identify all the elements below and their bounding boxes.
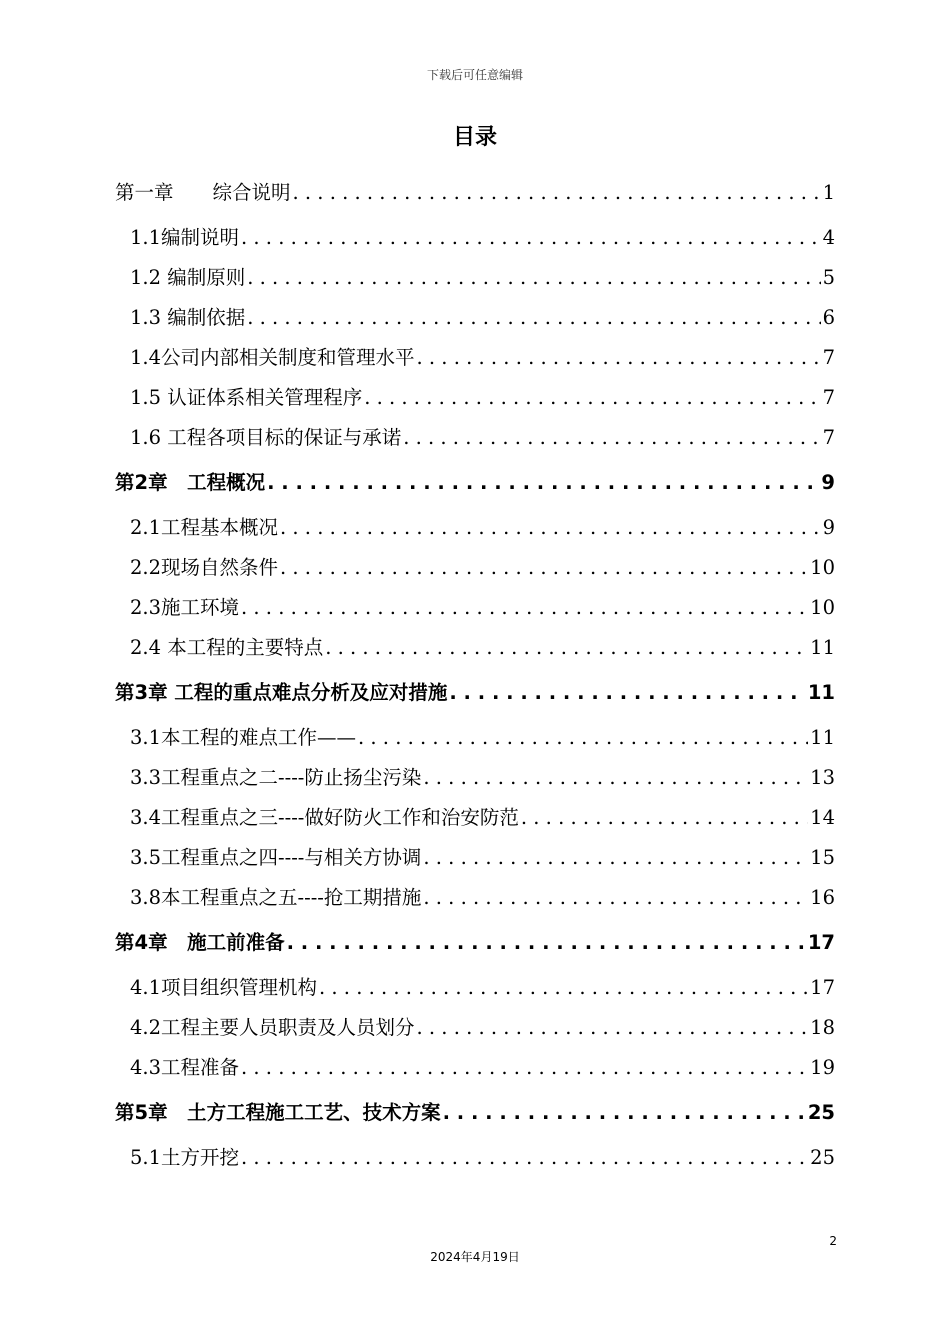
page-number: 2 (829, 1234, 837, 1248)
toc-entry-label: 4.1项目组织管理机构 (130, 976, 318, 999)
toc-chapter-entry[interactable] (115, 168, 835, 218)
toc-chapter-entry[interactable] (115, 918, 835, 968)
toc-entry-label: 3.5工程重点之四----与相关方协调 (130, 846, 422, 869)
toc-entry-label: 2.4 本工程的主要特点 (130, 636, 324, 659)
toc-dot-leader (443, 1088, 806, 1138)
toc-section-entry[interactable] (115, 508, 835, 548)
toc-dot-leader (417, 338, 821, 378)
toc-entry-page: 6 (822, 306, 835, 329)
toc-dot-leader (267, 458, 819, 508)
toc-entry-label: 1.4公司内部相关制度和管理水平 (130, 346, 415, 369)
toc-section-entry[interactable] (115, 798, 835, 838)
toc-entry-page: 7 (822, 426, 835, 449)
toc-entry-page: 9 (821, 471, 835, 494)
toc-entry-label: 2.2现场自然条件 (130, 556, 279, 579)
toc-entry-page: 16 (810, 886, 835, 909)
toc-dot-leader (417, 1008, 809, 1048)
toc-entry-label: 1.2 编制原则 (130, 266, 246, 289)
toc-dot-leader (423, 878, 808, 918)
toc-section-entry[interactable] (115, 258, 835, 298)
toc-section-entry[interactable] (115, 878, 835, 918)
toc-section-entry[interactable] (115, 968, 835, 1008)
toc-section-entry[interactable] (115, 338, 835, 378)
toc-dot-leader (280, 548, 808, 588)
toc-entry-label: 5.1土方开挖 (130, 1146, 240, 1169)
toc-section-entry[interactable] (115, 218, 835, 258)
toc-entry-page: 14 (810, 806, 835, 829)
toc-section-entry[interactable] (115, 1008, 835, 1048)
toc-section-entry[interactable] (115, 418, 835, 458)
toc-entry-page: 11 (810, 636, 835, 659)
toc-entry-page: 15 (810, 846, 835, 869)
table-of-contents (115, 168, 835, 1178)
toc-entry-label: 第一章 综合说明 (115, 181, 291, 204)
toc-section-entry[interactable] (115, 548, 835, 588)
toc-dot-leader (521, 798, 808, 838)
toc-entry-page: 1 (822, 181, 835, 204)
toc-entry-label: 第2章 工程概况 (115, 471, 266, 494)
toc-entry-label: 1.3 编制依据 (130, 306, 246, 329)
toc-entry-page: 25 (807, 1101, 835, 1124)
toc-entry-label: 2.1工程基本概况 (130, 516, 279, 539)
toc-chapter-entry[interactable] (115, 1088, 835, 1138)
toc-dot-leader (364, 378, 820, 418)
toc-dot-leader (358, 718, 808, 758)
toc-entry-label: 3.8本工程重点之五----抢工期措施 (130, 886, 422, 909)
toc-entry-page: 17 (810, 976, 835, 999)
toc-dot-leader (319, 968, 808, 1008)
page-footer-date: 2024年4月19日 (430, 1250, 520, 1264)
toc-entry-label: 第5章 土方工程施工工艺、技术方案 (115, 1101, 441, 1124)
toc-dot-leader (423, 838, 808, 878)
toc-entry-label: 4.3工程准备 (130, 1056, 240, 1079)
toc-entry-page: 7 (822, 386, 835, 409)
toc-dot-leader (280, 508, 821, 548)
toc-entry-page: 17 (807, 931, 835, 954)
toc-entry-page: 5 (822, 266, 835, 289)
toc-section-entry[interactable] (115, 1138, 835, 1178)
page-header: 下载后可任意编辑 (426, 68, 523, 82)
toc-section-entry[interactable] (115, 588, 835, 628)
toc-entry-label: 1.6 工程各项目标的保证与承诺 (130, 426, 402, 449)
toc-entry-page: 7 (822, 346, 835, 369)
toc-dot-leader (247, 258, 820, 298)
toc-entry-label: 第3章 工程的重点难点分析及应对措施 (115, 681, 448, 704)
toc-dot-leader (325, 628, 808, 668)
toc-dot-leader (423, 758, 808, 798)
toc-dot-leader (241, 1138, 808, 1178)
toc-dot-leader (241, 1048, 808, 1088)
toc-entry-page: 9 (822, 516, 835, 539)
toc-entry-page: 4 (822, 226, 835, 249)
toc-dot-leader (293, 168, 821, 218)
toc-entry-label: 3.3工程重点之二----防止扬尘污染 (130, 766, 422, 789)
toc-section-entry[interactable] (115, 1048, 835, 1088)
toc-entry-page: 11 (807, 681, 835, 704)
toc-dot-leader (287, 918, 806, 968)
toc-section-entry[interactable] (115, 718, 835, 758)
toc-entry-page: 10 (810, 556, 835, 579)
toc-entry-label: 3.1本工程的难点工作—— (130, 726, 357, 749)
toc-section-entry[interactable] (115, 628, 835, 668)
toc-entry-label: 2.3施工环境 (130, 596, 240, 619)
toc-section-entry[interactable] (115, 758, 835, 798)
toc-entry-page: 13 (810, 766, 835, 789)
toc-entry-page: 18 (810, 1016, 835, 1039)
toc-dot-leader (241, 218, 821, 258)
toc-entry-label: 3.4工程重点之三----做好防火工作和治安防范 (130, 806, 519, 829)
toc-entry-label: 4.2工程主要人员职责及人员划分 (130, 1016, 415, 1039)
toc-entry-label: 1.1编制说明 (130, 226, 240, 249)
toc-entry-page: 10 (810, 596, 835, 619)
toc-entry-label: 1.5 认证体系相关管理程序 (130, 386, 363, 409)
toc-chapter-entry[interactable] (115, 458, 835, 508)
toc-dot-leader (241, 588, 808, 628)
toc-section-entry[interactable] (115, 298, 835, 338)
toc-dot-leader (247, 298, 820, 338)
toc-title: 目录 (452, 125, 497, 150)
toc-entry-label: 第4章 施工前准备 (115, 931, 285, 954)
toc-entry-page: 25 (810, 1146, 835, 1169)
toc-dot-leader (403, 418, 820, 458)
toc-entry-page: 11 (810, 726, 835, 749)
toc-chapter-entry[interactable] (115, 668, 835, 718)
toc-dot-leader (449, 668, 806, 718)
toc-entry-page: 19 (810, 1056, 835, 1079)
toc-section-entry[interactable] (115, 838, 835, 878)
toc-section-entry[interactable] (115, 378, 835, 418)
